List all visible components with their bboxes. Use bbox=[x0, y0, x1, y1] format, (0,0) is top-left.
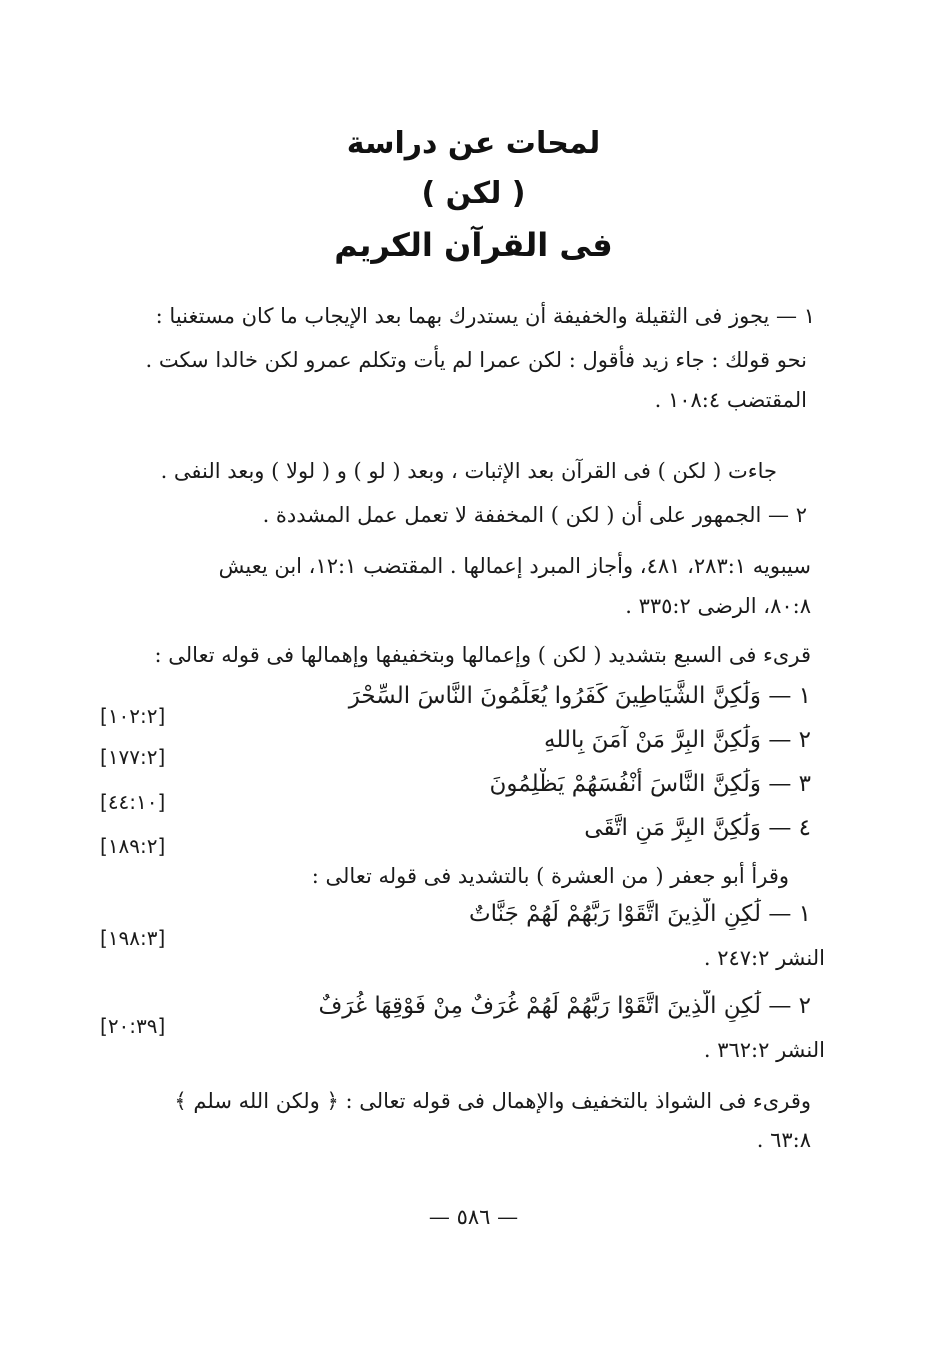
paragraph-line: المقتضب ١٠٨:٤ . bbox=[654, 388, 807, 412]
page-title-line-1: لمحات عن دراسة bbox=[346, 126, 601, 161]
verse-reference: [١٠٢:٢] bbox=[100, 704, 166, 728]
paragraph-line: ٢ — الجمهور على أن ( لكن ) المخففة لا تعمل عمل المشددة . bbox=[262, 503, 807, 527]
page-title-line-2: ( لكن ) bbox=[421, 176, 526, 211]
verse-reference: [١٧٧:٢] bbox=[100, 745, 166, 769]
verse-line: ٢ — وَلَٰكِنَّ البِرَّ مَنْ آمَنَ بِاللهِ bbox=[544, 727, 811, 753]
paragraph-line: ٨٠:٨، الرضى ٣٣٥:٢ . bbox=[625, 594, 811, 618]
source-citation: ٦٣:٨ . bbox=[756, 1128, 811, 1152]
verse-line: ٢ — لَٰكِنِ الَّذِينَ اتَّقَوْا رَبَّهُمْ لَهُمْ غُرَفٌ مِنْ فَوْقِهَا غُرَفٌ bbox=[318, 993, 811, 1019]
paragraph-line: وقرىء فى الشواذ بالتخفيف والإهمال فى قوله تعالى : ﴿ ولكن الله سلم ﴾ bbox=[174, 1089, 811, 1113]
paragraph-line: نحو قولك : جاء زيد فأقول : لكن عمرا لم يأت وتكلم عمرو لكن خالدا سكت . bbox=[145, 348, 807, 372]
paragraph-line: قرىء فى السبع بتشديد ( لكن ) وإعمالها وبتخفيفها وإهمالها فى قوله تعالى : bbox=[154, 643, 811, 667]
page-number: — ٥٨٦ — bbox=[428, 1205, 519, 1229]
verse-reference: [٤٤:١٠] bbox=[100, 790, 166, 814]
paragraph-line: سيبويه ٢٨٣:١، ٤٨١، وأجاز المبرد إعمالها . المقتضب ١٢:١، ابن يعيش bbox=[218, 554, 811, 578]
source-citation: النشر ٢٤٧:٢ . bbox=[703, 946, 825, 970]
verse-reference: [٢٠:٣٩] bbox=[100, 1014, 166, 1038]
paragraph-line: وقرأ أبو جعفر ( من العشرة ) بالتشديد فى قوله تعالى : bbox=[311, 864, 789, 888]
verse-reference: [١٨٩:٢] bbox=[100, 834, 166, 858]
paragraph-line: جاءت ( لكن ) فى القرآن بعد الإثبات ، وبعد ( لو ) و ( لولا ) وبعد النفى . bbox=[160, 459, 777, 483]
paragraph-line: ١ — يجوز فى الثقيلة والخفيفة أن يستدرك بهما بعد الإيجاب ما كان مستغنيا : bbox=[155, 304, 815, 328]
source-citation: النشر ٣٦٢:٢ . bbox=[703, 1038, 825, 1062]
verse-line: ٣ — وَلَٰكِنَّ النَّاسَ أَنْفُسَهُمْ يَظْلِمُونَ bbox=[489, 771, 811, 797]
verse-reference: [١٩٨:٣] bbox=[100, 926, 166, 950]
verse-line: ١ — لَٰكِنِ الَّذِينَ اتَّقَوْا رَبَّهُمْ لَهُمْ جَنَّاتٌ bbox=[469, 901, 811, 927]
verse-line: ٤ — وَلَٰكِنَّ البِرَّ مَنِ اتَّقَى bbox=[584, 815, 811, 841]
verse-line: ١ — وَلَٰكِنَّ الشَّيَاطِينَ كَفَرُوا يُعَلِّمُونَ النَّاسَ السِّحْرَ bbox=[348, 683, 811, 709]
page-title-line-3: فى القرآن الكريم bbox=[334, 226, 613, 264]
